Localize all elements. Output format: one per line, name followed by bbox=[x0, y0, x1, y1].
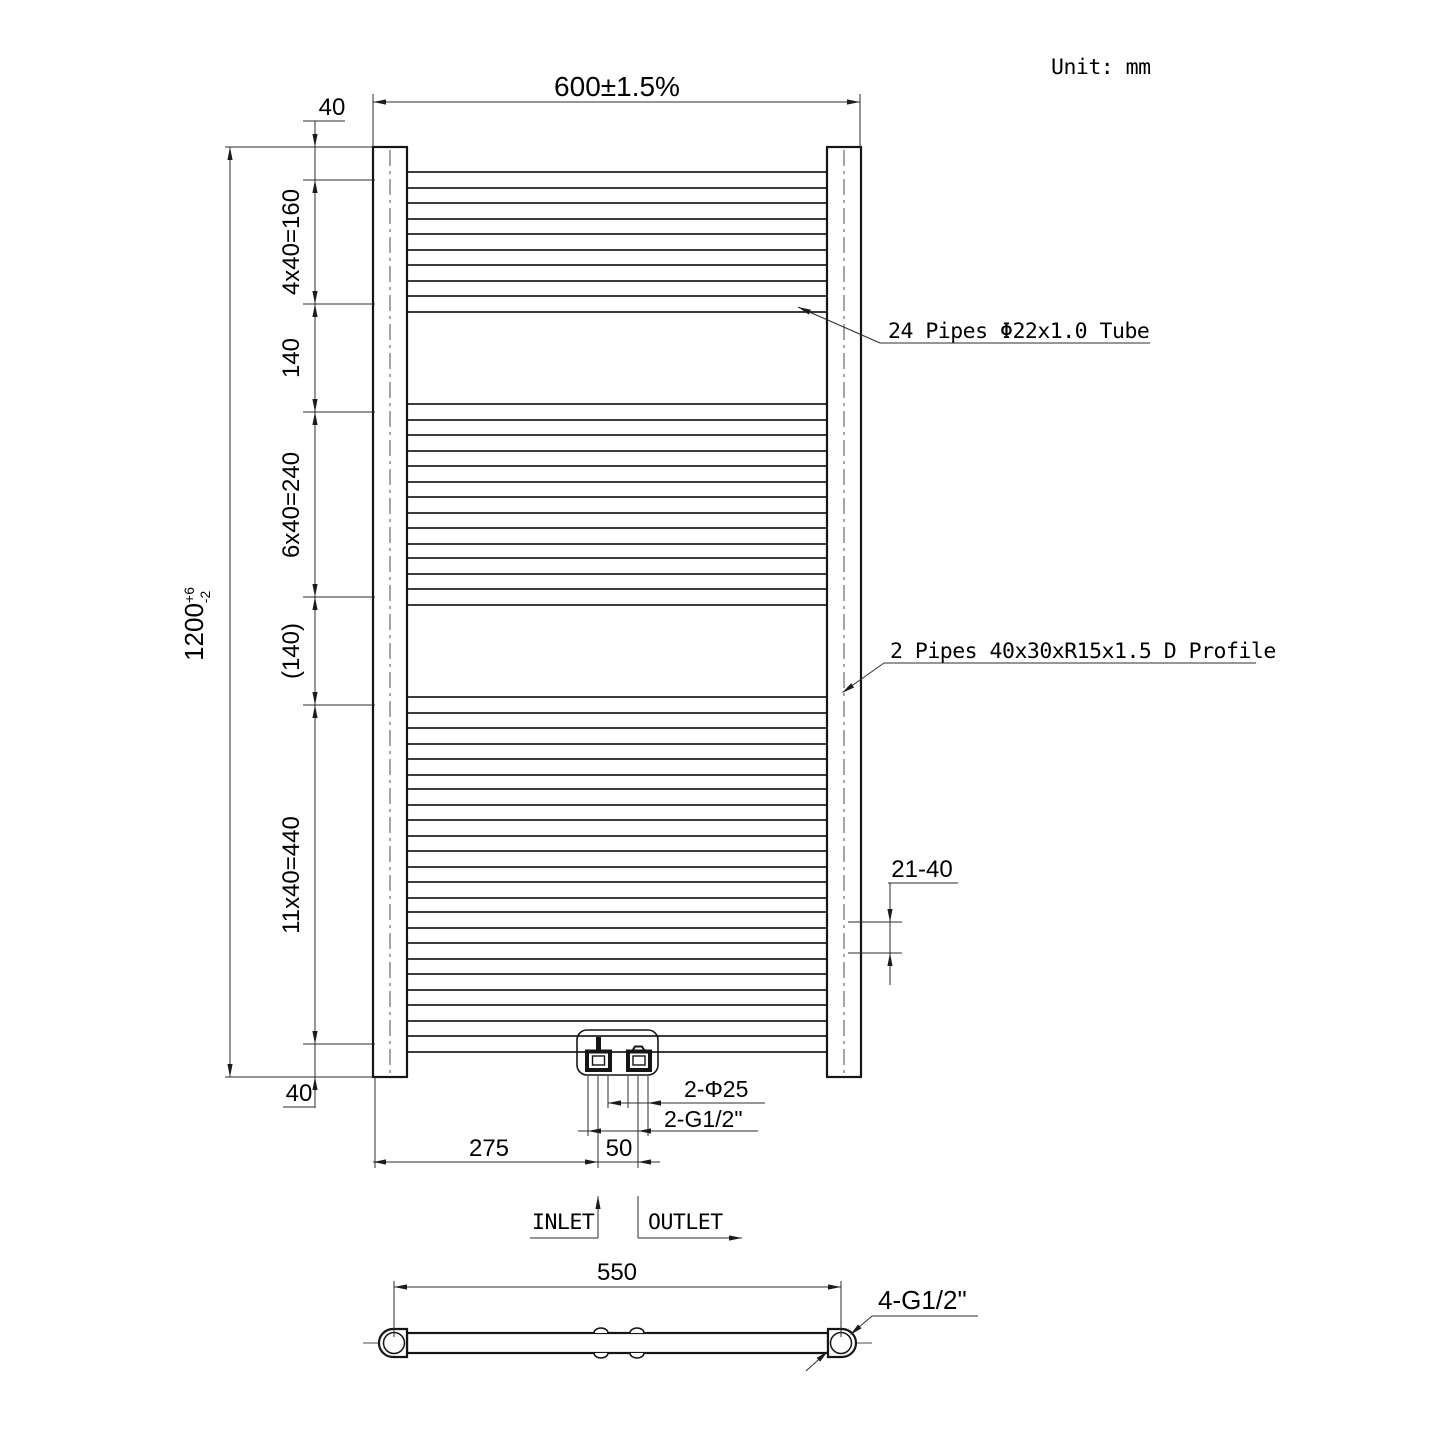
dim-center-offset-label: 275 bbox=[468, 1135, 510, 1162]
dim-top-offset-label: 40 bbox=[318, 94, 346, 121]
dim-width-label: 600±1.5% bbox=[554, 71, 680, 102]
callout-pipes-label: 24 Pipes Φ22x1.0 Tube bbox=[888, 319, 1150, 344]
main-view bbox=[373, 147, 861, 1077]
dim-width-600 bbox=[373, 71, 860, 147]
callout-profile-label: 2 Pipes 40x30xR15x1.5 D Profile bbox=[890, 639, 1276, 664]
dim-thread-label: 2-G1/2" bbox=[664, 1106, 743, 1132]
dim-height-1200 bbox=[179, 147, 233, 1077]
dim-left-chain bbox=[225, 94, 375, 1108]
inlet-bore bbox=[593, 1056, 605, 1065]
connection-dims bbox=[373, 1076, 765, 1241]
dim-group3-label: 11x40=440 bbox=[278, 816, 305, 934]
bottom-view bbox=[363, 1259, 978, 1371]
bottom-thread-label: 4-G1/2" bbox=[878, 1285, 967, 1315]
dim-height-label: 1200 bbox=[179, 603, 209, 661]
dim-pipe-pitch-label: 21-40 bbox=[891, 856, 953, 883]
port-bump bbox=[594, 1328, 608, 1333]
port-bump bbox=[630, 1353, 644, 1358]
bottom-view-bar bbox=[407, 1333, 828, 1353]
pipes bbox=[407, 172, 827, 1052]
dim-span-label: 550 bbox=[596, 1259, 638, 1286]
dim-gap2-label: (140) bbox=[278, 622, 305, 680]
outlet-bore bbox=[633, 1056, 645, 1065]
outlet-label: OUTLET bbox=[648, 1210, 723, 1235]
dim-height-tol-upper: +6 bbox=[181, 587, 197, 603]
port-bump bbox=[594, 1353, 608, 1358]
dim-group1-label: 4x40=160 bbox=[278, 188, 305, 296]
dim-height-tol-lower: -2 bbox=[197, 590, 213, 604]
dim-group2-label: 6x40=240 bbox=[278, 451, 305, 559]
inlet-label: INLET bbox=[532, 1210, 595, 1235]
unit-note: Unit: mm bbox=[1051, 55, 1151, 80]
dim-bore-label: 2-Φ25 bbox=[684, 1076, 749, 1102]
dim-port-spacing-label: 50 bbox=[605, 1135, 633, 1162]
dim-pipe-pitch bbox=[848, 856, 958, 985]
dim-bottom-offset-label: 40 bbox=[285, 1080, 313, 1107]
callout-profile bbox=[842, 639, 1276, 693]
dim-gap1-label: 140 bbox=[278, 337, 305, 379]
port-bump bbox=[630, 1328, 644, 1333]
